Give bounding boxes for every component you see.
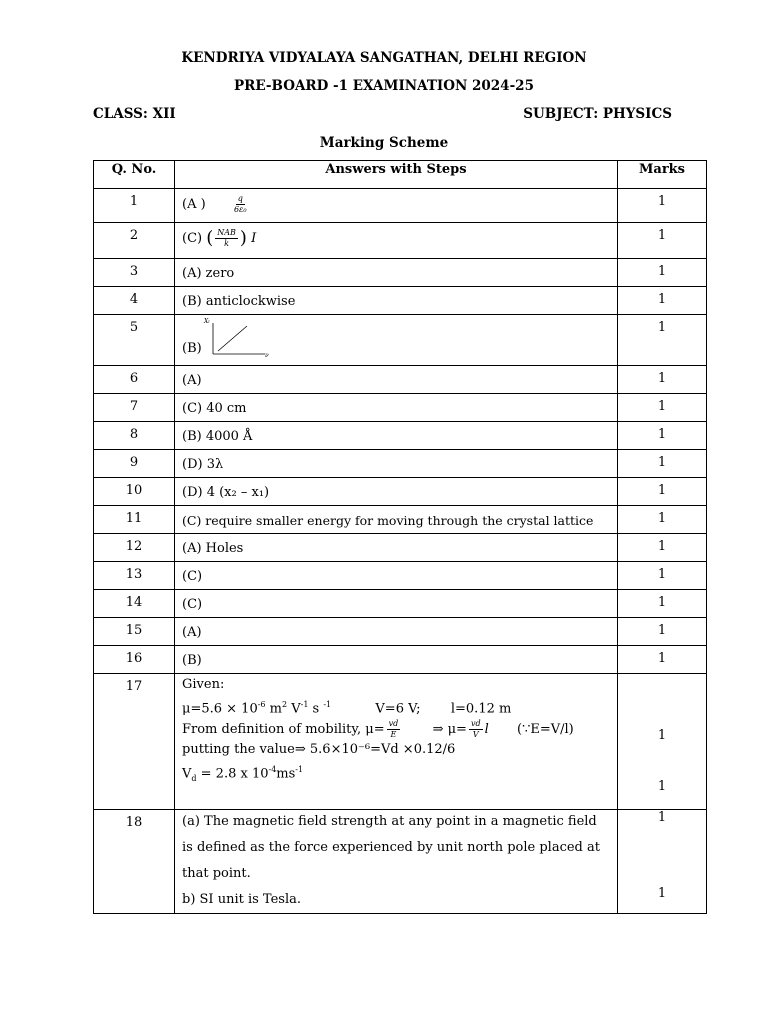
fraction-numerator: vd <box>388 719 399 729</box>
answer-cell: (C) require smaller energy for moving through the crystal lattice <box>175 506 618 534</box>
subject-label: SUBJECT: PHYSICS <box>523 106 672 122</box>
q-number: 16 <box>94 646 175 674</box>
q-number: 4 <box>94 287 175 315</box>
table-row <box>94 590 707 618</box>
marks-cell <box>618 674 707 810</box>
mark: 1 <box>657 886 667 901</box>
vd-result <box>182 760 611 789</box>
mu-symbol: μ= <box>365 722 385 738</box>
putting-value-line: putting the value⇒ 5.6×10⁻⁶=Vd ×0.12/6 <box>182 742 456 758</box>
marks-cell: 1 <box>618 366 707 394</box>
fraction-denominator: E <box>390 730 397 740</box>
answer-cell: (C) <box>175 590 618 618</box>
given-label: Given: <box>182 677 225 692</box>
marks-cell <box>618 810 707 914</box>
unit: ms <box>276 766 296 782</box>
answer-cell: (B) anticlockwise <box>175 287 618 315</box>
marks-cell: 1 <box>618 394 707 422</box>
implies-mu: ⇒ μ= <box>432 722 467 738</box>
answer-cell <box>175 810 618 914</box>
marks-cell: 1 <box>618 450 707 478</box>
header-marks: Marks <box>618 161 707 189</box>
answer-cell: (A) zero <box>175 259 618 287</box>
marks-cell: 1 <box>618 189 707 223</box>
marks-cell: 1 <box>618 287 707 315</box>
mobility-definition <box>182 719 611 740</box>
marking-scheme-title: Marking Scheme <box>319 135 449 151</box>
fraction-denominator: 6ε₀ <box>233 205 247 214</box>
table-row <box>94 394 707 422</box>
unit: V <box>287 701 301 717</box>
table-row <box>94 315 707 366</box>
header-answers: Answers with Steps <box>175 161 618 189</box>
q-number: 17 <box>94 674 175 810</box>
answer-cell: (C) <box>175 562 618 590</box>
table-row <box>94 562 707 590</box>
answer-cell <box>175 189 618 223</box>
q-number: 1 <box>94 189 175 223</box>
q-number: 18 <box>94 810 175 914</box>
table-row-q18 <box>94 810 707 914</box>
table-row <box>94 450 707 478</box>
fraction <box>215 228 238 249</box>
marks-cell: 1 <box>618 590 707 618</box>
vd-value: = 2.8 x 10 <box>196 766 269 782</box>
q-number: 11 <box>94 506 175 534</box>
marks-cell: 1 <box>618 315 707 366</box>
q-number: 3 <box>94 259 175 287</box>
fraction <box>387 719 401 740</box>
exponent: -1 <box>295 765 304 775</box>
given-values <box>182 695 611 719</box>
answer-cell <box>175 674 618 810</box>
marks-cell: 1 <box>618 422 707 450</box>
graph-y-label: Xₗ <box>204 318 210 325</box>
marks-cell: 1 <box>618 562 707 590</box>
exponent: -1 <box>300 700 309 709</box>
fraction <box>469 719 483 740</box>
answer-option: (C) <box>182 231 203 246</box>
marking-table <box>93 160 707 914</box>
voltage-value: V=6 V; <box>375 701 421 717</box>
mobility-value: μ=5.6 × 10 <box>182 701 258 717</box>
exam-title: PRE-BOARD -1 EXAMINATION 2024-25 <box>234 78 534 94</box>
marks-cell: 1 <box>618 478 707 506</box>
answer-cell: (D) 4 (x₂ – x₁) <box>175 478 618 506</box>
class-label: CLASS: XII <box>93 106 176 122</box>
q-number: 5 <box>94 315 175 366</box>
table-row <box>94 478 707 506</box>
table-row <box>94 287 707 315</box>
table-row <box>94 189 707 223</box>
q-number: 15 <box>94 618 175 646</box>
unit: s <box>308 701 324 717</box>
table-row <box>94 534 707 562</box>
marks-cell: 1 <box>618 506 707 534</box>
mark: 1 <box>657 728 667 743</box>
q-number: 2 <box>94 223 175 259</box>
table-row <box>94 506 707 534</box>
exponent: 2 <box>281 700 288 709</box>
length-symbol: l <box>484 722 489 738</box>
q-number: 12 <box>94 534 175 562</box>
subscript: d <box>191 774 197 784</box>
table-row <box>94 366 707 394</box>
definition-text: From definition of mobility, <box>182 722 362 738</box>
answer-option: (B) <box>182 341 202 356</box>
q-number: 14 <box>94 590 175 618</box>
table-row <box>94 259 707 287</box>
marks-cell: 1 <box>618 646 707 674</box>
fraction-numerator: vd <box>470 719 481 729</box>
answer-cell: (A) Holes <box>175 534 618 562</box>
marks-cell: 1 <box>618 223 707 259</box>
table-row <box>94 618 707 646</box>
table-row <box>94 646 707 674</box>
exponent: -6 <box>257 700 266 709</box>
answer-cell: (C) 40 cm <box>175 394 618 422</box>
mark: 1 <box>657 810 667 825</box>
answer-cell: (A) <box>175 618 618 646</box>
q5-graph <box>203 317 273 361</box>
q-number: 7 <box>94 394 175 422</box>
fraction <box>234 194 247 215</box>
q-number: 13 <box>94 562 175 590</box>
graph-x-label: ν <box>265 352 269 359</box>
vd-symbol: V <box>182 766 192 782</box>
table-row-q17 <box>94 674 707 810</box>
q-number: 10 <box>94 478 175 506</box>
table-header-row <box>94 161 707 189</box>
answer-cell: (C) ( $\frac{\text{NAB}}{k}$ ) I <box>175 223 618 259</box>
org-title: KENDRIYA VIDYALAYA SANGATHAN, DELHI REGION <box>181 50 587 66</box>
answer-cell: (B) 4000 Å <box>175 422 618 450</box>
length-value: l=0.12 m <box>450 701 512 717</box>
current-symbol: I <box>251 231 257 246</box>
mark: 1 <box>657 779 667 794</box>
table-row <box>94 223 707 259</box>
si-unit-text: b) SI unit is Tesla. <box>182 892 301 907</box>
answer-cell <box>175 315 618 366</box>
q-number: 9 <box>94 450 175 478</box>
marks-cell: 1 <box>618 259 707 287</box>
fraction-denominator: k <box>224 239 230 248</box>
answer-cell: (A) <box>175 366 618 394</box>
exponent: -1 <box>323 700 332 709</box>
fraction-denominator: V <box>472 730 479 740</box>
header-qno: Q. No. <box>94 161 175 189</box>
marks-cell: 1 <box>618 618 707 646</box>
unit: m <box>265 701 282 717</box>
marks-cell: 1 <box>618 534 707 562</box>
answer-option: (A ) <box>182 197 206 212</box>
answer-cell: (D) 3λ <box>175 450 618 478</box>
since-note: (∵E=V/l) <box>517 722 574 738</box>
q-number: 6 <box>94 366 175 394</box>
fraction-numerator: q <box>237 194 243 203</box>
answer-cell: (B) <box>175 646 618 674</box>
exponent: -4 <box>268 765 277 775</box>
table-row <box>94 422 707 450</box>
definition-text: (a) The magnetic field strength at any point in a magnetic field is defined as the force experienced by unit north pole placed at that point. <box>182 814 600 881</box>
fraction-numerator: NAB <box>217 228 236 237</box>
q-number: 8 <box>94 422 175 450</box>
